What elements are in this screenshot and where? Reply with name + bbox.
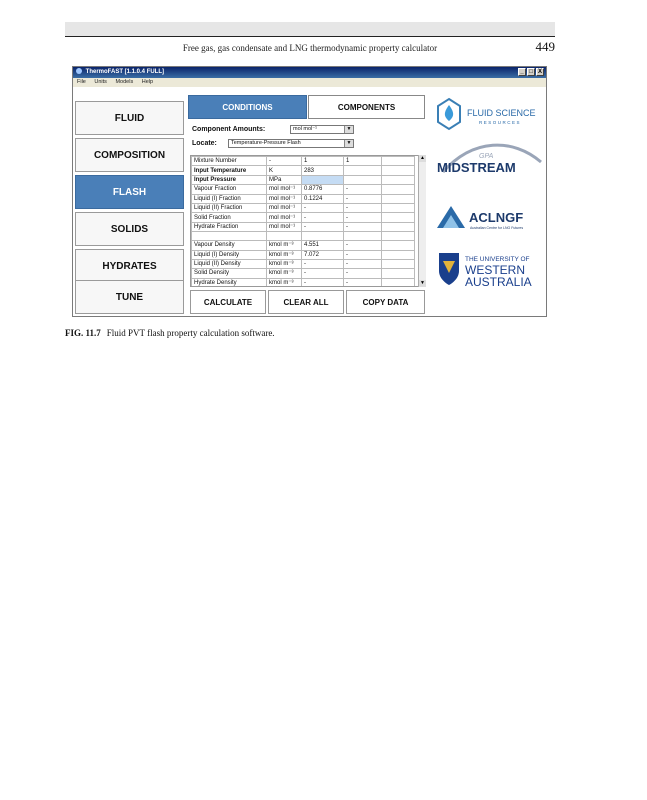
window-titlebar [73, 67, 546, 78]
aclngf-logo [433, 200, 545, 235]
table-cell: Input Pressure [192, 175, 267, 184]
menu-help[interactable]: Help [141, 79, 154, 85]
table-cell [382, 157, 415, 166]
table-cell [382, 232, 415, 241]
table-cell [382, 259, 415, 268]
table-cell: mol mol⁻¹ [267, 213, 302, 222]
table-row [192, 259, 415, 268]
table-cell: Liquid (II) Density [192, 259, 267, 268]
menu-units[interactable]: Units [94, 79, 107, 85]
table-cell: Vapour Density [192, 241, 267, 250]
component-amounts-select[interactable] [290, 125, 354, 134]
table-cell: 1 [302, 157, 344, 166]
table-cell: Solid Density [192, 269, 267, 278]
table-row [192, 185, 415, 194]
table-row [192, 194, 415, 203]
gpa-text: GPA [479, 153, 494, 160]
table-cell [344, 166, 382, 175]
table-row [192, 241, 415, 250]
header-rule [65, 36, 555, 37]
table-cell: - [344, 203, 382, 212]
table-cell: - [344, 241, 382, 250]
table-cell: - [344, 213, 382, 222]
table-cell: 0.8776 [302, 185, 344, 194]
table-cell [192, 232, 267, 241]
table-row [192, 213, 415, 222]
nav-flash[interactable]: FLASH [75, 175, 184, 209]
table-cell: - [302, 203, 344, 212]
table-cell: - [302, 213, 344, 222]
table-cell: Hydrate Density [192, 278, 267, 287]
uwa-line2: WESTERN [465, 263, 525, 277]
fluid-science-sub: RESOURCES [479, 120, 522, 125]
table-cell: mol mol⁻¹ [267, 185, 302, 194]
nav-tune[interactable]: TUNE [75, 280, 184, 314]
table-cell [382, 175, 415, 184]
table-cell: Liquid (I) Density [192, 250, 267, 259]
table-cell [382, 222, 415, 231]
chevron-down-icon: ▼ [344, 126, 353, 133]
tab-components[interactable]: COMPONENTS [308, 95, 425, 119]
table-cell: kmol m⁻³ [267, 250, 302, 259]
table-cell: - [267, 157, 302, 166]
table-cell: - [344, 269, 382, 278]
component-amounts-label: Component Amounts: [192, 126, 266, 133]
aclngf-sub: Australian Centre for LNG Futures [470, 226, 524, 230]
table-scrollbar[interactable] [418, 155, 426, 287]
menu-models[interactable]: Models [115, 79, 134, 85]
table-cell [382, 269, 415, 278]
table-cell [382, 185, 415, 194]
table-cell: 4.551 [302, 241, 344, 250]
table-cell: Vapour Fraction [192, 185, 267, 194]
table-cell[interactable]: 283 [302, 166, 344, 175]
table-cell: - [302, 278, 344, 287]
table-cell: 1 [344, 157, 382, 166]
fluid-science-name: FLUID SCIENCE [467, 108, 536, 118]
nav-hydrates[interactable]: HYDRATES [75, 249, 184, 283]
nav-solids[interactable]: SOLIDS [75, 212, 184, 246]
table-cell: K [267, 166, 302, 175]
table-cell: kmol m⁻³ [267, 241, 302, 250]
table-row [192, 222, 415, 231]
table-cell: Solid Fraction [192, 213, 267, 222]
table-cell: Mixture Number [192, 157, 267, 166]
calculate-button[interactable]: CALCULATE [190, 290, 266, 314]
table-cell: - [302, 259, 344, 268]
caption-label: FIG. 11.7 [65, 328, 101, 338]
table-cell: - [344, 185, 382, 194]
menubar [73, 78, 546, 87]
table-row [192, 232, 415, 241]
copy-data-button[interactable]: COPY DATA [346, 290, 425, 314]
app-icon [76, 68, 82, 74]
locate-label: Locate: [192, 140, 217, 147]
table-cell [344, 175, 382, 184]
window-controls [518, 68, 544, 76]
table-row [192, 166, 415, 175]
table-cell: Liquid (II) Fraction [192, 203, 267, 212]
table-cell [382, 250, 415, 259]
scroll-up-icon[interactable]: ▲ [420, 155, 425, 161]
maximize-button[interactable]: □ [527, 68, 535, 76]
fluid-science-logo [433, 97, 545, 133]
table-row [192, 157, 415, 166]
table-row [192, 269, 415, 278]
table-cell: kmol m⁻³ [267, 269, 302, 278]
midstream-text: MIDSTREAM [437, 160, 516, 175]
table-cell: Liquid (I) Fraction [192, 194, 267, 203]
table-cell: Hydrate Fraction [192, 222, 267, 231]
properties-table [191, 156, 415, 287]
nav-fluid[interactable]: FLUID [75, 101, 184, 135]
table-cell: mol mol⁻¹ [267, 194, 302, 203]
table-cell: - [302, 222, 344, 231]
table-cell: - [302, 269, 344, 278]
table-cell [382, 166, 415, 175]
clear-all-button[interactable]: CLEAR ALL [268, 290, 344, 314]
table-cell: 7.072 [302, 250, 344, 259]
table-cell [344, 232, 382, 241]
figure-caption [65, 328, 275, 338]
table-row [192, 250, 415, 259]
table-cell: 0.1224 [302, 194, 344, 203]
close-button[interactable]: X [537, 69, 542, 75]
table-cell: - [344, 259, 382, 268]
locate-value: Temperature-Pressure Flash [231, 140, 301, 146]
uwa-line1: THE UNIVERSITY OF [465, 256, 530, 263]
table-cell: - [344, 194, 382, 203]
table-cell [302, 232, 344, 241]
table-cell[interactable] [302, 175, 344, 184]
table-cell: - [344, 278, 382, 287]
table-cell: mol mol⁻¹ [267, 222, 302, 231]
running-head: Free gas, gas condensate and LNG thermodynamic property calculator [182, 43, 438, 53]
table-cell: - [344, 222, 382, 231]
table-row [192, 278, 415, 287]
table-row [192, 175, 415, 184]
table-cell: Input Temperature [192, 166, 267, 175]
page-header-band [65, 22, 555, 36]
page-number: 449 [535, 39, 555, 54]
window-title: ThermoFAST [1.1.0.4 FULL] [85, 69, 165, 75]
table-cell [382, 278, 415, 287]
table-cell: kmol m⁻³ [267, 259, 302, 268]
tab-conditions[interactable]: CONDITIONS [188, 95, 307, 119]
flash-results-table [190, 155, 426, 287]
thermofast-window [72, 66, 547, 317]
component-amounts-value: mol mol⁻¹ [293, 126, 317, 132]
uwa-line3: AUSTRALIA [465, 275, 532, 289]
table-cell [382, 194, 415, 203]
scroll-down-icon[interactable]: ▼ [420, 280, 425, 286]
table-cell: MPa [267, 175, 302, 184]
chevron-down-icon: ▼ [344, 140, 353, 147]
aclngf-text: ACLNGF [469, 210, 524, 225]
locate-select[interactable] [228, 139, 354, 148]
table-cell: - [344, 250, 382, 259]
table-cell [382, 241, 415, 250]
table-cell: mol mol⁻¹ [267, 203, 302, 212]
table-cell [267, 232, 302, 241]
gpa-midstream-logo [433, 142, 545, 182]
caption-text: Fluid PVT flash property calculation software. [106, 328, 275, 338]
nav-composition[interactable]: COMPOSITION [75, 138, 184, 172]
menu-file[interactable]: File [77, 79, 86, 85]
table-cell: kmol m⁻³ [267, 278, 302, 287]
table-cell [382, 203, 415, 212]
table-cell [382, 213, 415, 222]
table-row [192, 203, 415, 212]
uwa-logo [433, 247, 545, 291]
minimize-button[interactable]: _ [518, 68, 526, 76]
